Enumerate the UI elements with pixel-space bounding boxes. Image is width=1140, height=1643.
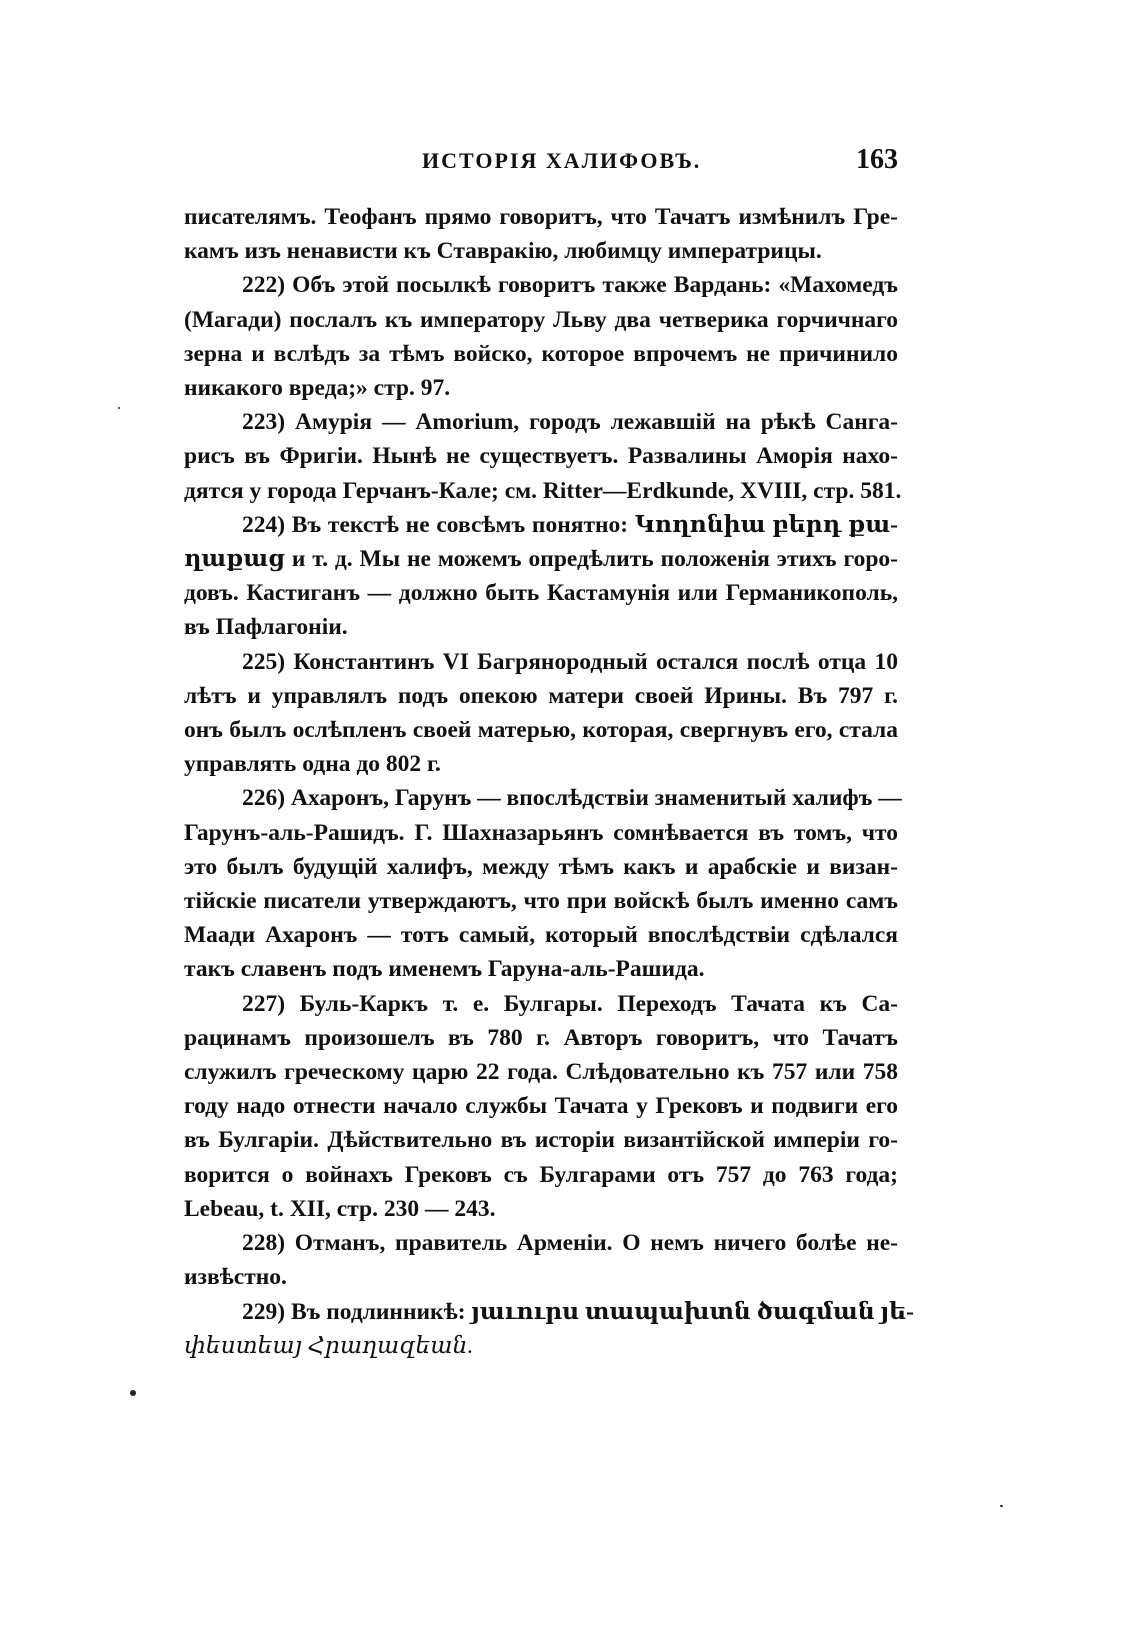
text-line: ղաքաց и т. д. Мы не можемъ опредѣлить положенія этихъ горо- (184, 546, 898, 573)
text-line: управлять одна до 802 г. (184, 751, 441, 778)
body-text (184, 200, 914, 1363)
text-line: Маади Ахаронъ — тотъ самый, который впослѣдствіи сдѣлался (184, 922, 898, 949)
text-line: году надо отнести начало службы Тачата у Грековъ и подвиги его (184, 1093, 898, 1120)
armenian-quote-line: փեստեայ Հրաղազեան. (184, 1332, 474, 1359)
ink-speck (1000, 1505, 1003, 1507)
text-line: дятся у города Герчанъ-Кале; см. Ritter—Erdkunde, XVIII, стр. 581. (184, 477, 902, 504)
note-229-line: 229) Въ подлинникѣ: յաւուրս տապախտն ծագման յե- (242, 1298, 914, 1325)
text-line: камъ изъ ненависти къ Ставракію, любимцу императрицы. (184, 238, 822, 265)
text-line: зерна и вслѣдъ за тѣмъ войско, которое впрочемъ не причинило (184, 340, 898, 367)
note-228-line: 228) Отманъ, правитель Арменіи. О немъ ничего болѣе не- (242, 1230, 898, 1257)
text-line: тійскіе писатели утверждаютъ, что при войскѣ былъ именно самъ (184, 888, 898, 915)
text-line: лѣтъ и управлялъ подъ опекою матери своей Ирины. Въ 797 г. (184, 682, 898, 709)
ink-speck (118, 407, 120, 409)
note-225-line: 225) Константинъ VI Багрянородный остался послѣ отца 10 (242, 648, 898, 675)
note-224-line: 224) Въ текстѣ не совсѣмъ понятно: Կողոնիա բերդ քա- (242, 511, 898, 538)
note-223-line: 223) Амурія — Amorium, городъ лежавшій на рѣкѣ Санга- (242, 409, 898, 436)
text-line: служилъ греческому царю 22 года. Слѣдовательно къ 757 или 758 (184, 1059, 898, 1086)
text-line: никакого вреда;» стр. 97. (184, 375, 451, 402)
text-line: ворится о войнахъ Грековъ съ Булгарами отъ 757 до 763 года; (184, 1161, 898, 1188)
text-line: Lebeau, t. XII, стр. 230 — 243. (184, 1195, 496, 1222)
text-line: въ Пафлагоніи. (184, 614, 348, 641)
text-line: извѣстно. (184, 1264, 287, 1291)
page-number: 163 (856, 144, 898, 175)
text-line: такъ славенъ подъ именемъ Гаруна-аль-Рашида. (184, 956, 705, 983)
text-line: онъ былъ ослѣпленъ своей матерью, которая, свергнувъ его, стала (184, 717, 898, 744)
text-line: (Магади) послалъ къ императору Льву два четверика горчичнаго (184, 306, 898, 333)
running-title: ИСТОРІЯ ХАЛИФОВЪ. (422, 148, 702, 173)
text-line: рацинамъ произошелъ въ 780 г. Авторъ говоритъ, что Тачатъ (184, 1024, 898, 1051)
text-line: въ Булгаріи. Дѣйствительно въ исторіи византійской имперіи го- (184, 1127, 898, 1154)
text-line: довъ. Кастиганъ — должно быть Кастамунія или Германикополь, (184, 580, 898, 607)
note-222-line: 222) Объ этой посылкѣ говоритъ также Вардань: «Махомедъ (242, 272, 898, 299)
text-line: писателямъ. Теофанъ прямо говоритъ, что Тачатъ измѣнилъ Гре- (184, 204, 898, 230)
text-line: это былъ будущій халифъ, между тѣмъ какъ и арабскіе и визан- (184, 853, 898, 880)
text-line: рисъ въ Фригіи. Нынѣ не существуетъ. Развалины Аморія нахо- (184, 443, 898, 470)
ink-speck (130, 1390, 136, 1396)
note-227-line: 227) Буль-Каркъ т. е. Булгары. Переходъ Тачата къ Са- (242, 990, 898, 1017)
running-head (182, 144, 898, 180)
text-line: Гарунъ-аль-Рашидъ. Г. Шахназарьянъ сомнѣвается въ томъ, что (184, 819, 898, 846)
note-226-line: 226) Ахаронъ, Гарунъ — впослѣдствіи знаменитый халифъ — (242, 785, 902, 812)
